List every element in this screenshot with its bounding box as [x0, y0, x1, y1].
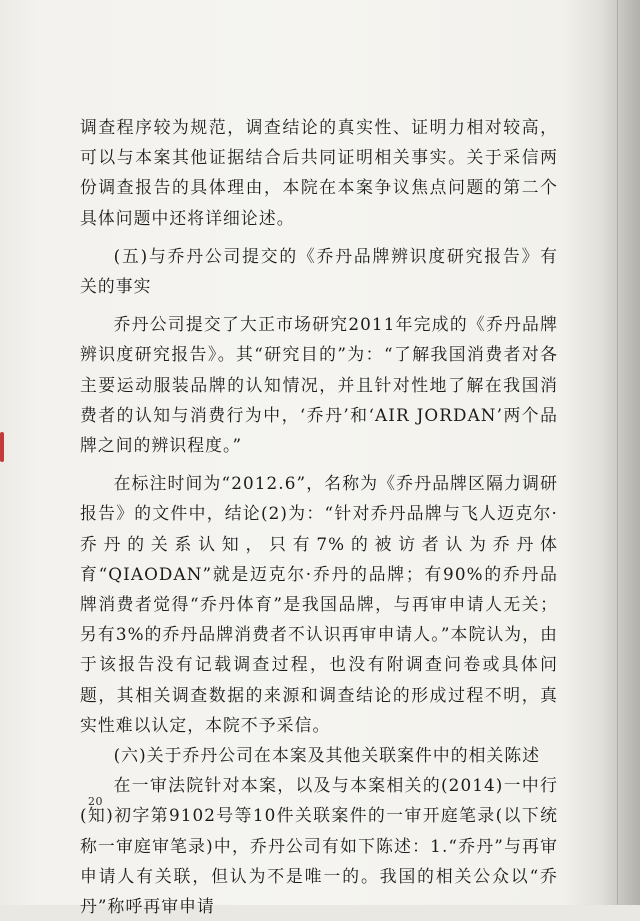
section-heading-6: (六)关于乔丹公司在本案及其他关联案件中的相关陈述: [113, 745, 541, 766]
page-number: 20: [88, 795, 103, 808]
paragraph-brand-recognition-report: 乔丹公司提交了大正市场研究2011年完成的《乔丹品牌辨识度研究报告》。其“研究目的”为：“了解我国消费者对各主要运动服装品牌的认知情况，并且针对性地了解在我国消费者的认知与消费行为中，‘乔丹’和‘AIR JORDAN’两个品牌之间的辨识程度。”: [80, 314, 558, 456]
document-body: [80, 112, 558, 921]
binding-shadow: [602, 0, 640, 905]
section-heading-5: (五)与乔丹公司提交的《乔丹品牌辨识度研究报告》有关的事实: [80, 245, 558, 297]
paragraph-court-statements: 在一审法院针对本案，以及与本案相关的(2014)一中行(知)初字第9102号等10件关联案件的一审开庭笔录(以下统称一审庭审笔录)中，乔丹公司有如下陈述：1.“乔丹”与再审申请人有关联，但认为不是唯一的。我国的相关公众以“乔丹”称呼再审申请: [80, 775, 558, 917]
red-margin-mark: [0, 432, 4, 462]
paragraph-survey-conclusion: 调查程序较为规范，调查结论的真实性、证明力相对较高，可以与本案其他证据结合后共同证明相关事实。关于采信两份调查报告的具体理由，本院在本案争议焦点问题的第二个具体问题中还将详细论述。: [80, 117, 558, 228]
paragraph-segmentation-report: 在标注时间为“2012.6”，名称为《乔丹品牌区隔力调研报告》的文件中，结论(2)为：“针对乔丹品牌与飞人迈克尔·乔丹的关系认知，只有7%的被访者认为乔丹体育“QIAODAN”就是迈克尔·乔丹的品牌；有90%的乔丹品牌消费者觉得“乔丹体育”是我国品牌，与再审申请人无关；另有3%的乔丹品牌消费者不认识再审申请人。”本院认为，由于该报告没有记载调查过程，也没有附调查问卷或具体问题，其相关调查数据的来源和调查结论的形成过程不明，真实性难以认定，本院不予采信。: [80, 473, 558, 735]
page-edge: [617, 0, 618, 905]
